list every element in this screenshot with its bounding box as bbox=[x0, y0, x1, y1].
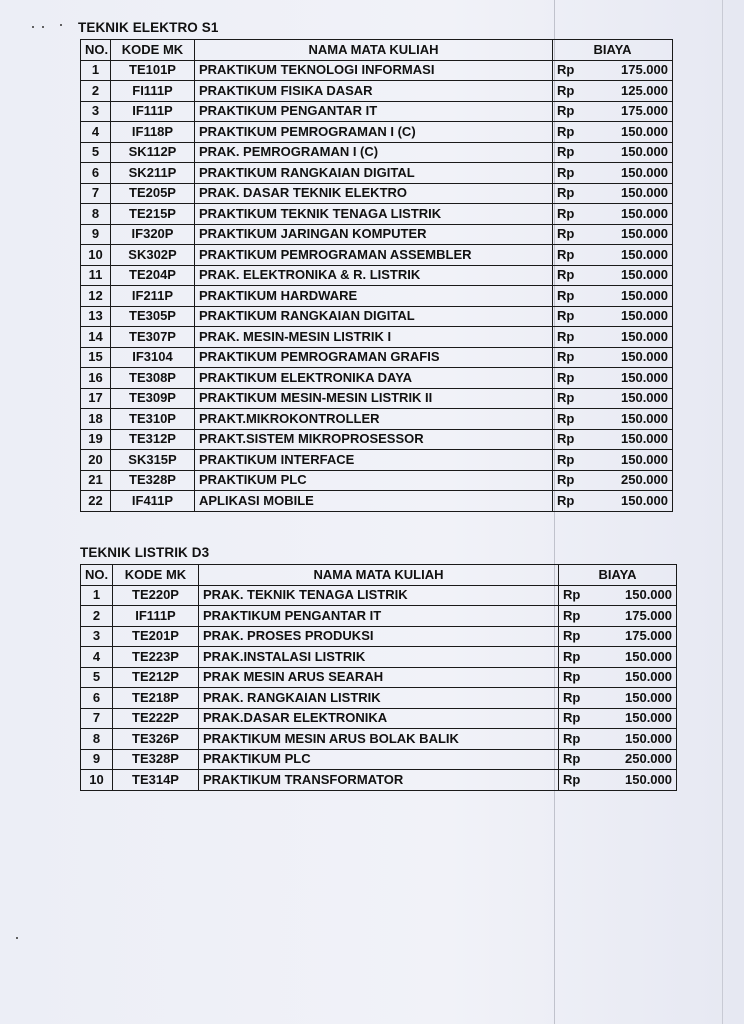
header-no: NO. bbox=[81, 565, 113, 586]
currency-label: Rp bbox=[559, 749, 603, 770]
course-name: PRAKTIKUM TEKNIK TENAGA LISTRIK bbox=[195, 204, 553, 225]
course-code: TE205P bbox=[111, 183, 195, 204]
course-code: TE328P bbox=[111, 470, 195, 491]
row-number: 14 bbox=[81, 327, 111, 348]
table-row bbox=[81, 491, 673, 512]
row-number: 9 bbox=[81, 224, 111, 245]
course-fee: 150.000 bbox=[597, 224, 673, 245]
course-name: PRAKTIKUM FISIKA DASAR bbox=[195, 81, 553, 102]
row-number: 4 bbox=[81, 647, 113, 668]
course-fee-table-teknik-elektro bbox=[80, 39, 673, 512]
scan-mark bbox=[42, 26, 44, 28]
row-number: 2 bbox=[81, 606, 113, 627]
row-number: 6 bbox=[81, 163, 111, 184]
course-fee: 150.000 bbox=[597, 347, 673, 368]
course-fee: 150.000 bbox=[603, 708, 677, 729]
header-code: KODE MK bbox=[111, 40, 195, 61]
row-number: 1 bbox=[81, 585, 113, 606]
table-row bbox=[81, 204, 673, 225]
currency-label: Rp bbox=[553, 306, 597, 327]
currency-label: Rp bbox=[559, 647, 603, 668]
course-fee: 150.000 bbox=[603, 770, 677, 791]
section-title-teknik-elektro: TEKNIK ELEKTRO S1 bbox=[78, 20, 219, 35]
course-name: PRAK. RANGKAIAN LISTRIK bbox=[199, 688, 559, 709]
course-code: TE307P bbox=[111, 327, 195, 348]
table-row bbox=[81, 626, 677, 647]
currency-label: Rp bbox=[553, 409, 597, 430]
course-name: PRAKTIKUM PLC bbox=[199, 749, 559, 770]
currency-label: Rp bbox=[553, 204, 597, 225]
table-row bbox=[81, 729, 677, 750]
currency-label: Rp bbox=[559, 626, 603, 647]
currency-label: Rp bbox=[553, 388, 597, 409]
course-code: TE204P bbox=[111, 265, 195, 286]
header-fee: BIAYA bbox=[553, 40, 673, 61]
course-code: IF111P bbox=[113, 606, 199, 627]
course-fee: 150.000 bbox=[597, 368, 673, 389]
course-code: TE101P bbox=[111, 60, 195, 81]
row-number: 10 bbox=[81, 770, 113, 791]
table-row bbox=[81, 101, 673, 122]
row-number: 22 bbox=[81, 491, 111, 512]
course-code: TE305P bbox=[111, 306, 195, 327]
course-fee-table-teknik-listrik bbox=[80, 564, 677, 791]
course-name: PRAKT.SISTEM MIKROPROSESSOR bbox=[195, 429, 553, 450]
row-number: 16 bbox=[81, 368, 111, 389]
table-row bbox=[81, 265, 673, 286]
course-code: SK112P bbox=[111, 142, 195, 163]
row-number: 7 bbox=[81, 708, 113, 729]
course-code: TE328P bbox=[113, 749, 199, 770]
course-name: PRAK. PROSES PRODUKSI bbox=[199, 626, 559, 647]
currency-label: Rp bbox=[553, 470, 597, 491]
course-code: TE326P bbox=[113, 729, 199, 750]
course-code: IF211P bbox=[111, 286, 195, 307]
currency-label: Rp bbox=[559, 770, 603, 791]
table-row bbox=[81, 388, 673, 409]
currency-label: Rp bbox=[553, 60, 597, 81]
course-fee: 150.000 bbox=[597, 183, 673, 204]
course-name: PRAK. PEMROGRAMAN I (C) bbox=[195, 142, 553, 163]
course-fee: 150.000 bbox=[597, 122, 673, 143]
table-row bbox=[81, 327, 673, 348]
course-fee: 250.000 bbox=[603, 749, 677, 770]
course-code: TE220P bbox=[113, 585, 199, 606]
course-fee: 125.000 bbox=[597, 81, 673, 102]
course-name: PRAKTIKUM RANGKAIAN DIGITAL bbox=[195, 306, 553, 327]
course-name: PRAK.DASAR ELEKTRONIKA bbox=[199, 708, 559, 729]
course-fee: 175.000 bbox=[597, 60, 673, 81]
table-header-row bbox=[81, 40, 673, 61]
course-name: PRAKTIKUM PEMROGRAMAN GRAFIS bbox=[195, 347, 553, 368]
course-fee: 150.000 bbox=[603, 729, 677, 750]
row-number: 5 bbox=[81, 142, 111, 163]
row-number: 2 bbox=[81, 81, 111, 102]
row-number: 6 bbox=[81, 688, 113, 709]
row-number: 11 bbox=[81, 265, 111, 286]
course-fee: 150.000 bbox=[597, 491, 673, 512]
course-fee: 150.000 bbox=[603, 688, 677, 709]
course-fee: 150.000 bbox=[597, 450, 673, 471]
course-code: IF320P bbox=[111, 224, 195, 245]
header-fee: BIAYA bbox=[559, 565, 677, 586]
course-name: APLIKASI MOBILE bbox=[195, 491, 553, 512]
course-fee: 250.000 bbox=[597, 470, 673, 491]
course-code: IF3104 bbox=[111, 347, 195, 368]
currency-label: Rp bbox=[559, 708, 603, 729]
course-fee: 175.000 bbox=[603, 626, 677, 647]
table-row bbox=[81, 81, 673, 102]
course-fee: 150.000 bbox=[597, 204, 673, 225]
table-row bbox=[81, 470, 673, 491]
table-row bbox=[81, 647, 677, 668]
row-number: 17 bbox=[81, 388, 111, 409]
row-number: 15 bbox=[81, 347, 111, 368]
course-name: PRAK. MESIN-MESIN LISTRIK I bbox=[195, 327, 553, 348]
course-fee: 150.000 bbox=[597, 245, 673, 266]
course-code: TE218P bbox=[113, 688, 199, 709]
currency-label: Rp bbox=[553, 491, 597, 512]
course-name: PRAKTIKUM TRANSFORMATOR bbox=[199, 770, 559, 791]
currency-label: Rp bbox=[553, 327, 597, 348]
row-number: 1 bbox=[81, 60, 111, 81]
course-name: PRAK. TEKNIK TENAGA LISTRIK bbox=[199, 585, 559, 606]
course-code: TE314P bbox=[113, 770, 199, 791]
table-row bbox=[81, 450, 673, 471]
currency-label: Rp bbox=[553, 245, 597, 266]
row-number: 3 bbox=[81, 626, 113, 647]
table-row bbox=[81, 708, 677, 729]
course-code: TE201P bbox=[113, 626, 199, 647]
course-fee: 150.000 bbox=[597, 265, 673, 286]
row-number: 20 bbox=[81, 450, 111, 471]
course-name: PRAKTIKUM PEMROGRAMAN I (C) bbox=[195, 122, 553, 143]
currency-label: Rp bbox=[553, 450, 597, 471]
table-row bbox=[81, 286, 673, 307]
course-name: PRAK.INSTALASI LISTRIK bbox=[199, 647, 559, 668]
course-code: SK302P bbox=[111, 245, 195, 266]
scan-mark bbox=[60, 24, 62, 26]
row-number: 18 bbox=[81, 409, 111, 430]
table-header-row bbox=[81, 565, 677, 586]
currency-label: Rp bbox=[553, 347, 597, 368]
table-row bbox=[81, 585, 677, 606]
course-name: PRAKTIKUM RANGKAIAN DIGITAL bbox=[195, 163, 553, 184]
row-number: 3 bbox=[81, 101, 111, 122]
course-name: PRAKTIKUM MESIN ARUS BOLAK BALIK bbox=[199, 729, 559, 750]
course-fee: 150.000 bbox=[597, 429, 673, 450]
course-code: TE215P bbox=[111, 204, 195, 225]
course-code: TE222P bbox=[113, 708, 199, 729]
course-code: TE312P bbox=[111, 429, 195, 450]
table-row bbox=[81, 770, 677, 791]
table-row bbox=[81, 60, 673, 81]
course-name: PRAKTIKUM ELEKTRONIKA DAYA bbox=[195, 368, 553, 389]
currency-label: Rp bbox=[553, 286, 597, 307]
header-name: NAMA MATA KULIAH bbox=[199, 565, 559, 586]
currency-label: Rp bbox=[559, 585, 603, 606]
header-code: KODE MK bbox=[113, 565, 199, 586]
course-name: PRAKTIKUM PENGANTAR IT bbox=[199, 606, 559, 627]
currency-label: Rp bbox=[553, 122, 597, 143]
table-row bbox=[81, 347, 673, 368]
table-row bbox=[81, 183, 673, 204]
currency-label: Rp bbox=[553, 81, 597, 102]
course-fee: 150.000 bbox=[597, 306, 673, 327]
currency-label: Rp bbox=[553, 265, 597, 286]
page-edge-line bbox=[722, 0, 723, 1024]
row-number: 21 bbox=[81, 470, 111, 491]
row-number: 10 bbox=[81, 245, 111, 266]
course-code: SK211P bbox=[111, 163, 195, 184]
currency-label: Rp bbox=[553, 101, 597, 122]
table-row bbox=[81, 429, 673, 450]
course-name: PRAKT.MIKROKONTROLLER bbox=[195, 409, 553, 430]
table-row bbox=[81, 749, 677, 770]
course-code: TE308P bbox=[111, 368, 195, 389]
course-name: PRAKTIKUM TEKNOLOGI INFORMASI bbox=[195, 60, 553, 81]
course-name: PRAKTIKUM MESIN-MESIN LISTRIK II bbox=[195, 388, 553, 409]
course-fee: 150.000 bbox=[597, 163, 673, 184]
course-name: PRAK. DASAR TEKNIK ELEKTRO bbox=[195, 183, 553, 204]
course-code: IF111P bbox=[111, 101, 195, 122]
course-name: PRAKTIKUM JARINGAN KOMPUTER bbox=[195, 224, 553, 245]
course-code: IF118P bbox=[111, 122, 195, 143]
currency-label: Rp bbox=[553, 224, 597, 245]
row-number: 8 bbox=[81, 204, 111, 225]
row-number: 8 bbox=[81, 729, 113, 750]
course-fee: 150.000 bbox=[603, 585, 677, 606]
scan-mark bbox=[16, 937, 18, 939]
row-number: 19 bbox=[81, 429, 111, 450]
row-number: 13 bbox=[81, 306, 111, 327]
scan-mark bbox=[32, 26, 34, 28]
currency-label: Rp bbox=[553, 183, 597, 204]
row-number: 12 bbox=[81, 286, 111, 307]
course-fee: 150.000 bbox=[597, 327, 673, 348]
table-row bbox=[81, 142, 673, 163]
row-number: 9 bbox=[81, 749, 113, 770]
course-name: PRAKTIKUM INTERFACE bbox=[195, 450, 553, 471]
currency-label: Rp bbox=[553, 368, 597, 389]
table-row bbox=[81, 163, 673, 184]
course-fee: 150.000 bbox=[597, 409, 673, 430]
currency-label: Rp bbox=[559, 729, 603, 750]
course-fee: 150.000 bbox=[597, 286, 673, 307]
header-no: NO. bbox=[81, 40, 111, 61]
row-number: 4 bbox=[81, 122, 111, 143]
course-name: PRAK MESIN ARUS SEARAH bbox=[199, 667, 559, 688]
currency-label: Rp bbox=[553, 163, 597, 184]
table-row bbox=[81, 245, 673, 266]
table-row bbox=[81, 224, 673, 245]
course-code: FI111P bbox=[111, 81, 195, 102]
currency-label: Rp bbox=[553, 142, 597, 163]
course-fee: 150.000 bbox=[597, 388, 673, 409]
course-name: PRAKTIKUM PEMROGRAMAN ASSEMBLER bbox=[195, 245, 553, 266]
currency-label: Rp bbox=[559, 688, 603, 709]
course-code: IF411P bbox=[111, 491, 195, 512]
currency-label: Rp bbox=[553, 429, 597, 450]
course-code: TE223P bbox=[113, 647, 199, 668]
course-name: PRAKTIKUM HARDWARE bbox=[195, 286, 553, 307]
course-fee: 150.000 bbox=[603, 647, 677, 668]
course-fee: 175.000 bbox=[603, 606, 677, 627]
table-row bbox=[81, 409, 673, 430]
table-row bbox=[81, 306, 673, 327]
currency-label: Rp bbox=[559, 667, 603, 688]
course-code: TE310P bbox=[111, 409, 195, 430]
table-row bbox=[81, 122, 673, 143]
course-fee: 150.000 bbox=[603, 667, 677, 688]
course-code: TE212P bbox=[113, 667, 199, 688]
course-fee: 175.000 bbox=[597, 101, 673, 122]
course-name: PRAK. ELEKTRONIKA & R. LISTRIK bbox=[195, 265, 553, 286]
section-title-teknik-listrik: TEKNIK LISTRIK D3 bbox=[80, 545, 210, 560]
course-code: TE309P bbox=[111, 388, 195, 409]
header-name: NAMA MATA KULIAH bbox=[195, 40, 553, 61]
currency-label: Rp bbox=[559, 606, 603, 627]
course-code: SK315P bbox=[111, 450, 195, 471]
table-row bbox=[81, 606, 677, 627]
row-number: 5 bbox=[81, 667, 113, 688]
row-number: 7 bbox=[81, 183, 111, 204]
course-name: PRAKTIKUM PLC bbox=[195, 470, 553, 491]
table-row bbox=[81, 368, 673, 389]
table-row bbox=[81, 667, 677, 688]
course-name: PRAKTIKUM PENGANTAR IT bbox=[195, 101, 553, 122]
table-row bbox=[81, 688, 677, 709]
course-fee: 150.000 bbox=[597, 142, 673, 163]
